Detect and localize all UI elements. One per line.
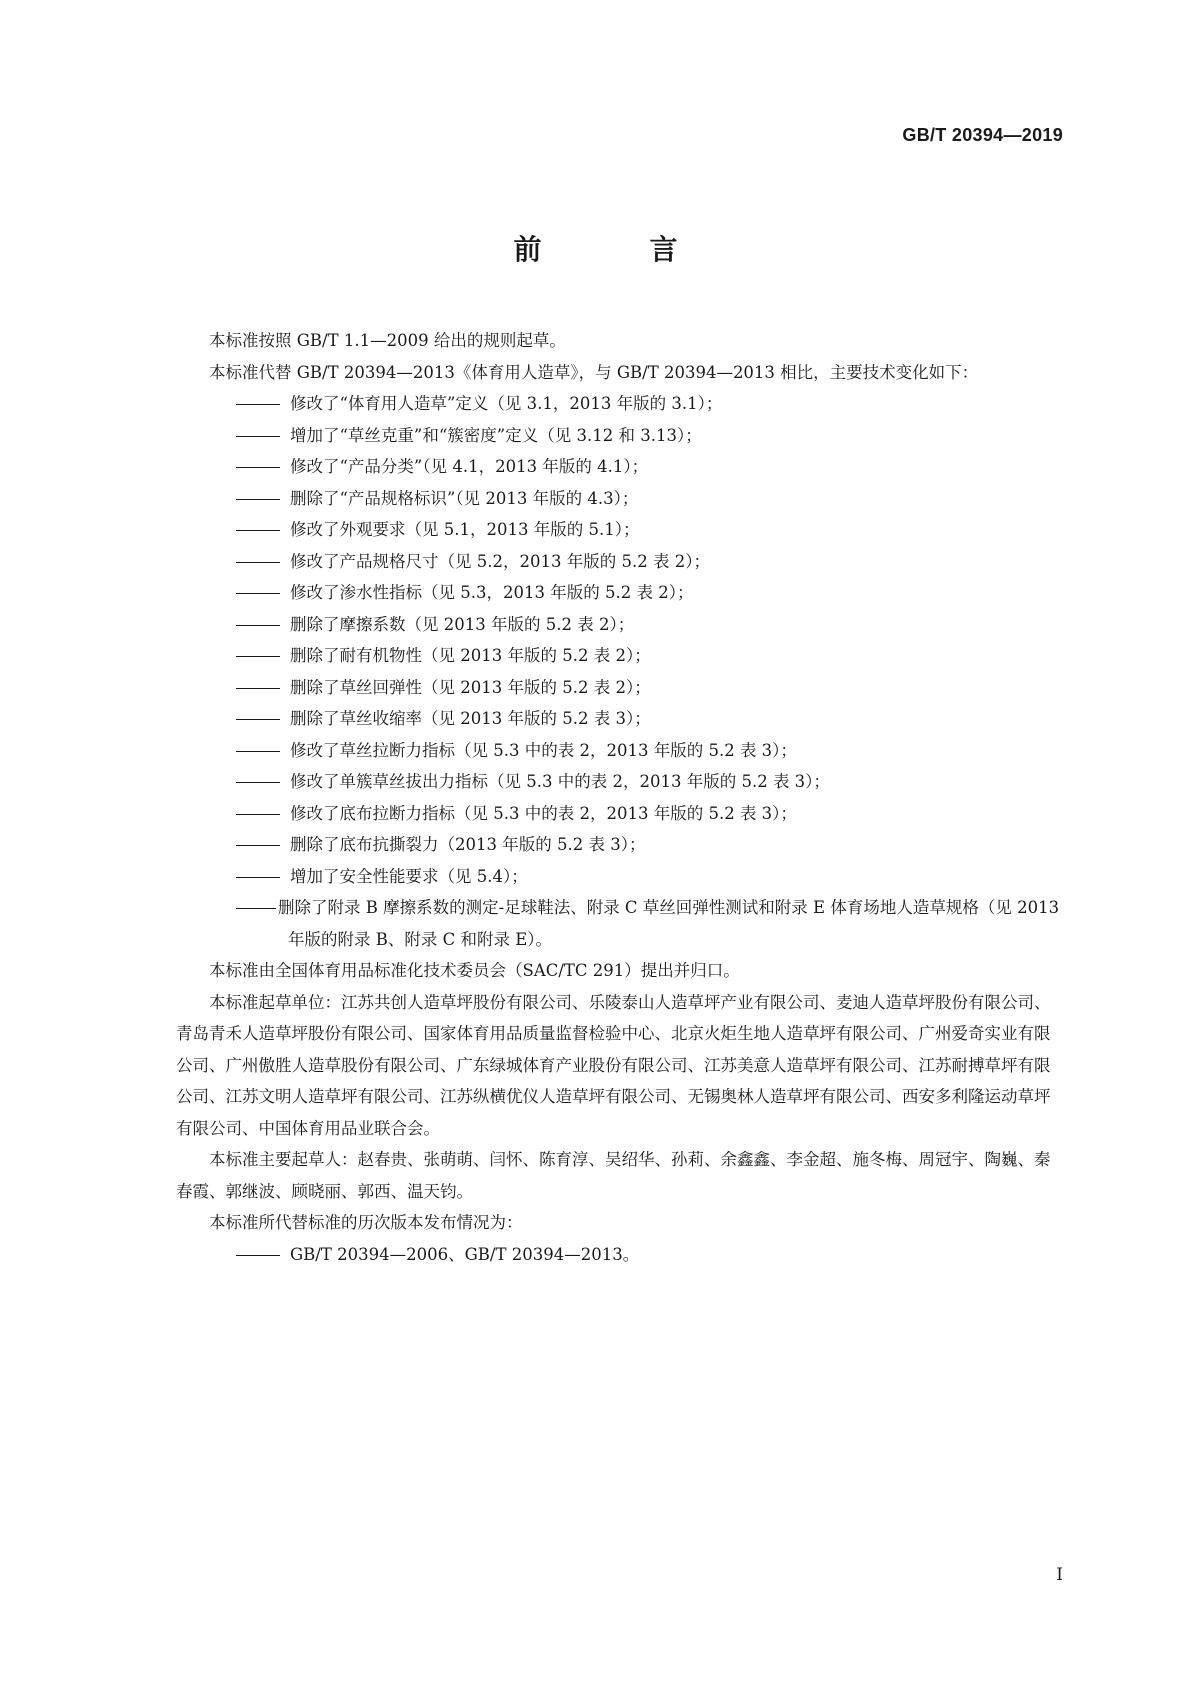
dash-icon xyxy=(236,562,280,563)
change-item xyxy=(176,420,1061,452)
change-text: 删除了“产品规格标识”（见 2013 年版的 4.3）； xyxy=(290,488,639,508)
dash-icon xyxy=(236,688,280,689)
change-text: 修改了单簇草丝拔出力指标（见 5.3 中的表 2，2013 年版的 5.2 表 3）； xyxy=(290,772,830,791)
dash-icon xyxy=(236,782,280,783)
change-item xyxy=(176,861,1061,893)
dash-icon xyxy=(236,467,280,468)
change-text: 修改了“体育用人造草”定义（见 3.1，2013 年版的 3.1）； xyxy=(290,394,723,413)
change-item xyxy=(176,640,1061,672)
dash-icon xyxy=(236,530,280,531)
change-item xyxy=(176,483,1061,515)
paragraph-main-drafters: 本标准主要起草人：赵春贵、张萌萌、闫怀、陈育淳、吴绍华、孙莉、余鑫鑫、李金超、施冬梅、周冠宇、陶巍、秦春霞、郭继波、顾晓丽、郭西、温天钧。 xyxy=(176,1150,1051,1201)
dash-icon xyxy=(236,404,280,405)
paragraph-proposed-by: 本标准由全国体育用品标准化技术委员会（SAC/TC 291）提出并归口。 xyxy=(209,961,740,980)
dash-icon xyxy=(236,908,276,909)
dash-icon xyxy=(236,436,280,437)
change-text: 修改了外观要求（见 5.1，2013 年版的 5.1）； xyxy=(290,520,640,539)
change-item xyxy=(176,672,1061,704)
change-text: 增加了“草丝克重”和“簇密度”定义（见 3.12 和 3.13）； xyxy=(290,425,702,445)
change-item xyxy=(176,798,1061,830)
paragraph-replaces: 本标准代替 GB/T 20394—2013《体育用人造草》，与 GB/T 20394—2013 相比，主要技术变化如下： xyxy=(209,362,979,382)
change-text: 修改了渗水性指标（见 5.3，2013 年版的 5.2 表 2）； xyxy=(290,583,694,602)
dash-icon xyxy=(236,751,280,752)
change-item xyxy=(176,388,1061,420)
dash-icon xyxy=(236,814,280,815)
change-item xyxy=(176,514,1061,546)
change-text: 修改了底布拉断力指标（见 5.3 中的表 2，2013 年版的 5.2 表 3）； xyxy=(290,803,797,823)
change-text: 修改了产品规格尺寸（见 5.2，2013 年版的 5.2 表 2）； xyxy=(290,551,710,571)
page-title: 前 言 xyxy=(513,233,718,266)
history-item xyxy=(176,1239,1061,1271)
change-item xyxy=(176,735,1061,767)
dash-icon xyxy=(236,877,280,878)
change-text: 删除了底布抗撕裂力（2013 年版的 5.2 表 3）； xyxy=(290,835,646,854)
page-number: I xyxy=(1056,1565,1063,1585)
change-item xyxy=(176,829,1061,861)
change-item-last xyxy=(176,892,1061,955)
change-text: 删除了草丝回弹性（见 2013 年版的 5.2 表 2）； xyxy=(290,677,651,697)
dash-icon xyxy=(236,656,280,657)
paragraph-drafting-units: 本标准起草单位：江苏共创人造草坪股份有限公司、乐陵泰山人造草坪产业有限公司、麦迪人造草坪股份有限公司、青岛青禾人造草坪股份有限公司、国家体育用品质量监督检验中心、北京火炬生地人造草坪有限公司、广州爱奇实业有限公司、广州傲胜人造草股份有限公司、广东绿城体育产业股份有限公司、江苏美意人造草坪有限公司、江苏耐搏草坪有限公司、江苏文明人造草坪有限公司、江苏纵横优仪人造草坪有限公司、无锡奥林人造草坪有限公司、西安多利隆运动草坪有限公司、中国体育用品业联合会。 xyxy=(176,992,1051,1138)
paragraph-history-intro: 本标准所代替标准的历次版本发布情况为： xyxy=(209,1213,523,1232)
change-item xyxy=(176,577,1061,609)
dash-icon xyxy=(236,625,280,626)
change-text: 删除了草丝收缩率（见 2013 年版的 5.2 表 3）； xyxy=(290,709,651,728)
dash-icon xyxy=(236,1255,280,1256)
change-text: 删除了摩擦系数（见 2013 年版的 5.2 表 2）； xyxy=(290,614,635,634)
dash-icon xyxy=(236,719,280,720)
change-item xyxy=(176,451,1061,483)
change-item xyxy=(176,703,1061,735)
change-item xyxy=(176,609,1061,641)
paragraph-drafting-rule: 本标准按照 GB/T 1.1—2009 给出的规则起草。 xyxy=(209,331,566,350)
change-text: 增加了安全性能要求（见 5.4）； xyxy=(290,866,528,886)
change-item xyxy=(176,766,1061,798)
history-text: GB/T 20394—2006、GB/T 20394—2013。 xyxy=(290,1244,640,1264)
dash-icon xyxy=(236,845,280,846)
standard-code: GB/T 20394—2019 xyxy=(902,125,1063,145)
dash-icon xyxy=(236,593,280,594)
change-item xyxy=(176,546,1061,578)
change-text: 修改了草丝拉断力指标（见 5.3 中的表 2，2013 年版的 5.2 表 3）； xyxy=(290,740,797,760)
foreword-body xyxy=(176,325,1061,1270)
change-text: 修改了“产品分类”（见 4.1，2013 年版的 4.1）； xyxy=(290,457,649,476)
dash-icon xyxy=(236,499,280,500)
change-text: 删除了耐有机物性（见 2013 年版的 5.2 表 2）； xyxy=(290,646,651,665)
change-text: 删除了附录 B 摩擦系数的测定-足球鞋法、附录 C 草丝回弹性测试和附录 E 体育场地人造草规格（见 2013 年版的附录 B、附录 C 和附录 E）。 xyxy=(278,898,1060,949)
